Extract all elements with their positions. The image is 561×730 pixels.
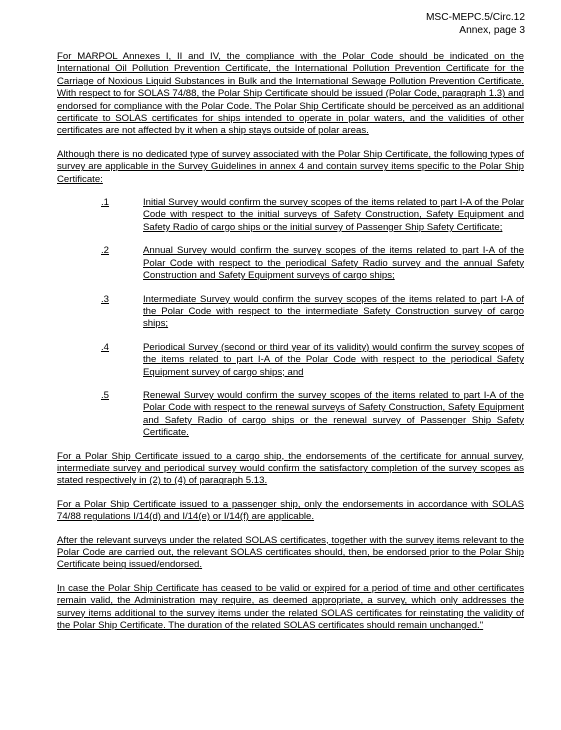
page-header <box>426 11 525 37</box>
paragraph-cargo-ship-endorsements: For a Polar Ship Certificate issued to a cargo ship, the endorsements of the certificate for annual survey, intermediate survey and periodical survey would confirm the satisfactory completion of the survey scopes as stated respectively in (2) to (4) of paragraph 5.13. <box>57 450 524 487</box>
list-item-renewal-survey <box>57 390 524 440</box>
paragraph-certificate-reinstatement: In case the Polar Ship Certificate has ceased to be valid or expired for a period of time and other certificates remain valid, the Administration may require, as deemed appropriate, a survey, which only addresses the survey items additional to the survey items under the related SOLAS certificates for reinstating the validity of the Polar Ship Certificate. The duration of the related SOLAS certificates should remain unchanged." <box>57 582 524 632</box>
paragraph-passenger-ship-endorsements: For a Polar Ship Certificate issued to a passenger ship, only the endorsements in accordance with SOLAS 74/88 regulations I/14(d) and I/14(e) or I/14(f) are applicable. <box>57 498 524 523</box>
list-item-text: Periodical Survey (second or third year of its validity) would confirm the survey scopes of the items related to part I-A of the Polar Code with respect to the periodical Safety Equipment survey of cargo ships; and <box>143 341 524 378</box>
list-item-periodical-survey <box>57 342 524 379</box>
list-item-number: .1 <box>101 197 110 209</box>
list-item-text: Renewal Survey would confirm the survey scopes of the items related to part I-A of the Polar Code with respect to the renewal surveys of Safety Construction, Safety Equipment and Safety Radio of cargo ships or the renewal survey of Passenger Ship Safety Certificate. <box>143 389 524 439</box>
paragraph-solas-endorsement-order: After the relevant surveys under the related SOLAS certificates, together with the survey items relevant to the Polar Code are carried out, the relevant SOLAS certificates should, then, be endorsed prior to the Polar Ship Certificate being issued/endorsed. <box>57 534 524 571</box>
list-item-annual-survey <box>57 245 524 282</box>
page-number: Annex, page 3 <box>459 25 525 36</box>
paragraph-marpol-compliance: For MARPOL Annexes I, II and IV, the compliance with the Polar Code should be indicated on the International Oil Pollution Prevention Certificate, the International Pollution Prevention Certificate for the Carriage of Noxious Liquid Substances in Bulk and the International Sewage Pollution Prevention Certificate. With respect to for SOLAS 74/88, the Polar Ship Certificate should be issued (Polar Code, paragraph 1.3) and endorsed for compliance with the Polar Code. The Polar Ship Certificate should be perceived as an additional certificate to SOLAS certificates for ships intended to operate in polar waters, and the validities of other certificates are not affected by it when a ship stays outside of polar areas. <box>57 51 524 137</box>
document-body <box>57 51 524 643</box>
paragraph-survey-types-intro: Although there is no dedicated type of survey associated with the Polar Ship Certificate, the following types of survey are applicable in the Survey Guidelines in annex 4 and contain survey items specific to the Polar Ship Certificate: <box>57 148 524 185</box>
list-item-number: .4 <box>101 341 110 353</box>
list-item-number: .5 <box>101 389 110 401</box>
list-item-text: Annual Survey would confirm the survey scopes of the items related to part I-A of the Polar Code with respect to the periodical Safety Radio survey and the annual Safety Construction and Safety Equipment surveys of cargo ships; <box>143 245 524 282</box>
document-id: MSC-MEPC.5/Circ.12 <box>425 12 525 23</box>
list-item-number: .2 <box>101 245 110 257</box>
list-item-initial-survey <box>57 197 524 234</box>
list-item-text: Intermediate Survey would confirm the survey scopes of the items related to part I-A of the Polar Code with respect to the intermediate Safety Construction survey of cargo ships; <box>143 293 524 330</box>
list-item-number: .3 <box>101 293 110 305</box>
list-item-text: Initial Survey would confirm the survey scopes of the items related to part I-A of the Polar Code with respect to the initial surveys of Safety Construction, Safety Equipment and Safety Radio of cargo ships or the initial survey of Passenger Ship Safety Certificate; <box>143 197 524 233</box>
list-item-intermediate-survey <box>57 294 524 331</box>
